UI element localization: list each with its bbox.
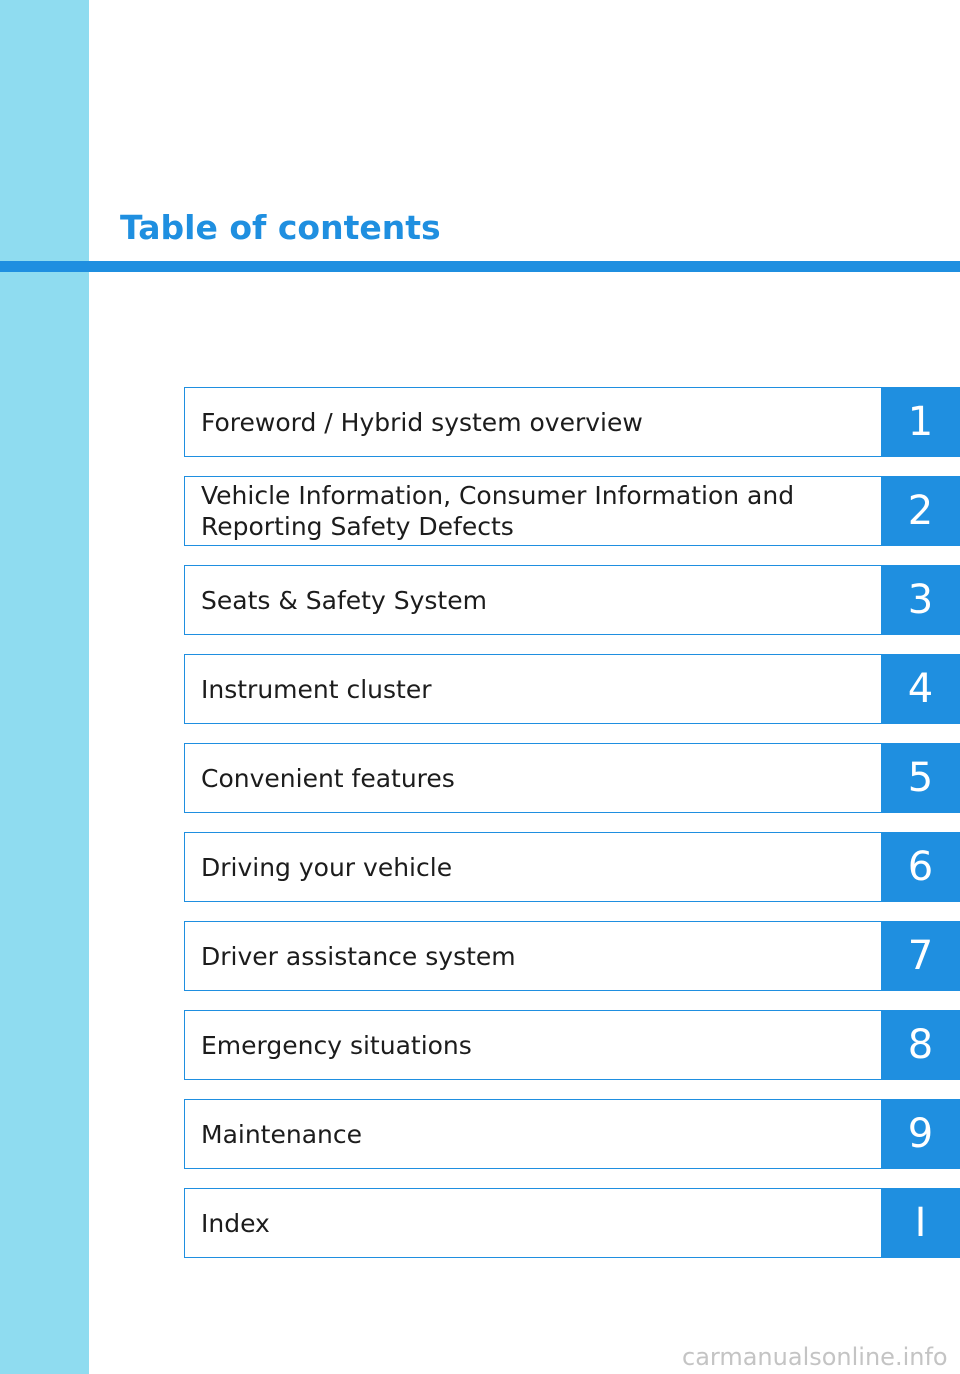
toc-number-tab bbox=[881, 1099, 960, 1169]
toc-label: Foreword / Hybrid system overview bbox=[201, 407, 643, 437]
toc-item-seats-safety[interactable] bbox=[184, 565, 960, 635]
toc-number-tab bbox=[881, 387, 960, 457]
side-band bbox=[0, 0, 89, 1374]
toc-number: 9 bbox=[907, 1111, 934, 1157]
toc-label: Index bbox=[201, 1208, 270, 1238]
toc-label-box bbox=[184, 921, 881, 991]
toc-item-maintenance[interactable] bbox=[184, 1099, 960, 1169]
toc-label: Driving your vehicle bbox=[201, 852, 453, 882]
toc-label-box bbox=[184, 387, 881, 457]
toc-item-foreword[interactable] bbox=[184, 387, 960, 457]
toc-number-tab bbox=[881, 743, 960, 813]
toc-number-tab bbox=[881, 565, 960, 635]
toc-item-driver-assistance[interactable] bbox=[184, 921, 960, 991]
toc-label: Seats & Safety System bbox=[201, 585, 487, 615]
toc-label: Instrument cluster bbox=[201, 674, 432, 704]
toc-label: Maintenance bbox=[201, 1119, 362, 1149]
toc-item-driving-your-vehicle[interactable] bbox=[184, 832, 960, 902]
toc-label: Vehicle Information, Consumer Information and Reporting Safety Defects bbox=[201, 481, 795, 541]
title-rule bbox=[0, 261, 960, 272]
toc-number: 2 bbox=[907, 488, 934, 534]
toc-number: I bbox=[914, 1200, 927, 1246]
toc-label: Convenient features bbox=[201, 763, 455, 793]
toc-label-box bbox=[184, 1099, 881, 1169]
toc-label-box bbox=[184, 1010, 881, 1080]
toc-item-convenient-features[interactable] bbox=[184, 743, 960, 813]
toc-item-instrument-cluster[interactable] bbox=[184, 654, 960, 724]
toc-number-tab bbox=[881, 832, 960, 902]
toc-label-box bbox=[184, 476, 881, 546]
toc-label-box bbox=[184, 832, 881, 902]
toc-item-index[interactable] bbox=[184, 1188, 960, 1258]
toc-number: 1 bbox=[907, 399, 934, 445]
toc-label-box bbox=[184, 743, 881, 813]
toc-label: Driver assistance system bbox=[201, 941, 516, 971]
toc-number-tab bbox=[881, 1010, 960, 1080]
toc-number: 5 bbox=[907, 755, 934, 801]
toc-number-tab bbox=[881, 654, 960, 724]
toc-number-tab bbox=[881, 921, 960, 991]
toc-item-emergency-situations[interactable] bbox=[184, 1010, 960, 1080]
toc-number-tab bbox=[881, 476, 960, 546]
toc-number: 3 bbox=[907, 577, 934, 623]
toc-label-box bbox=[184, 1188, 881, 1258]
toc-label-box bbox=[184, 654, 881, 724]
toc-item-vehicle-information[interactable] bbox=[184, 476, 960, 546]
toc-number: 7 bbox=[907, 933, 934, 979]
toc-number-tab bbox=[881, 1188, 960, 1258]
toc-number: 6 bbox=[907, 844, 934, 890]
watermark: carmanualsonline.info bbox=[682, 1343, 948, 1371]
toc-number: 8 bbox=[907, 1022, 934, 1068]
toc-label: Emergency situations bbox=[201, 1030, 472, 1060]
toc-label-box bbox=[184, 565, 881, 635]
page-title: Table of contents bbox=[120, 208, 441, 247]
toc-number: 4 bbox=[907, 666, 934, 712]
